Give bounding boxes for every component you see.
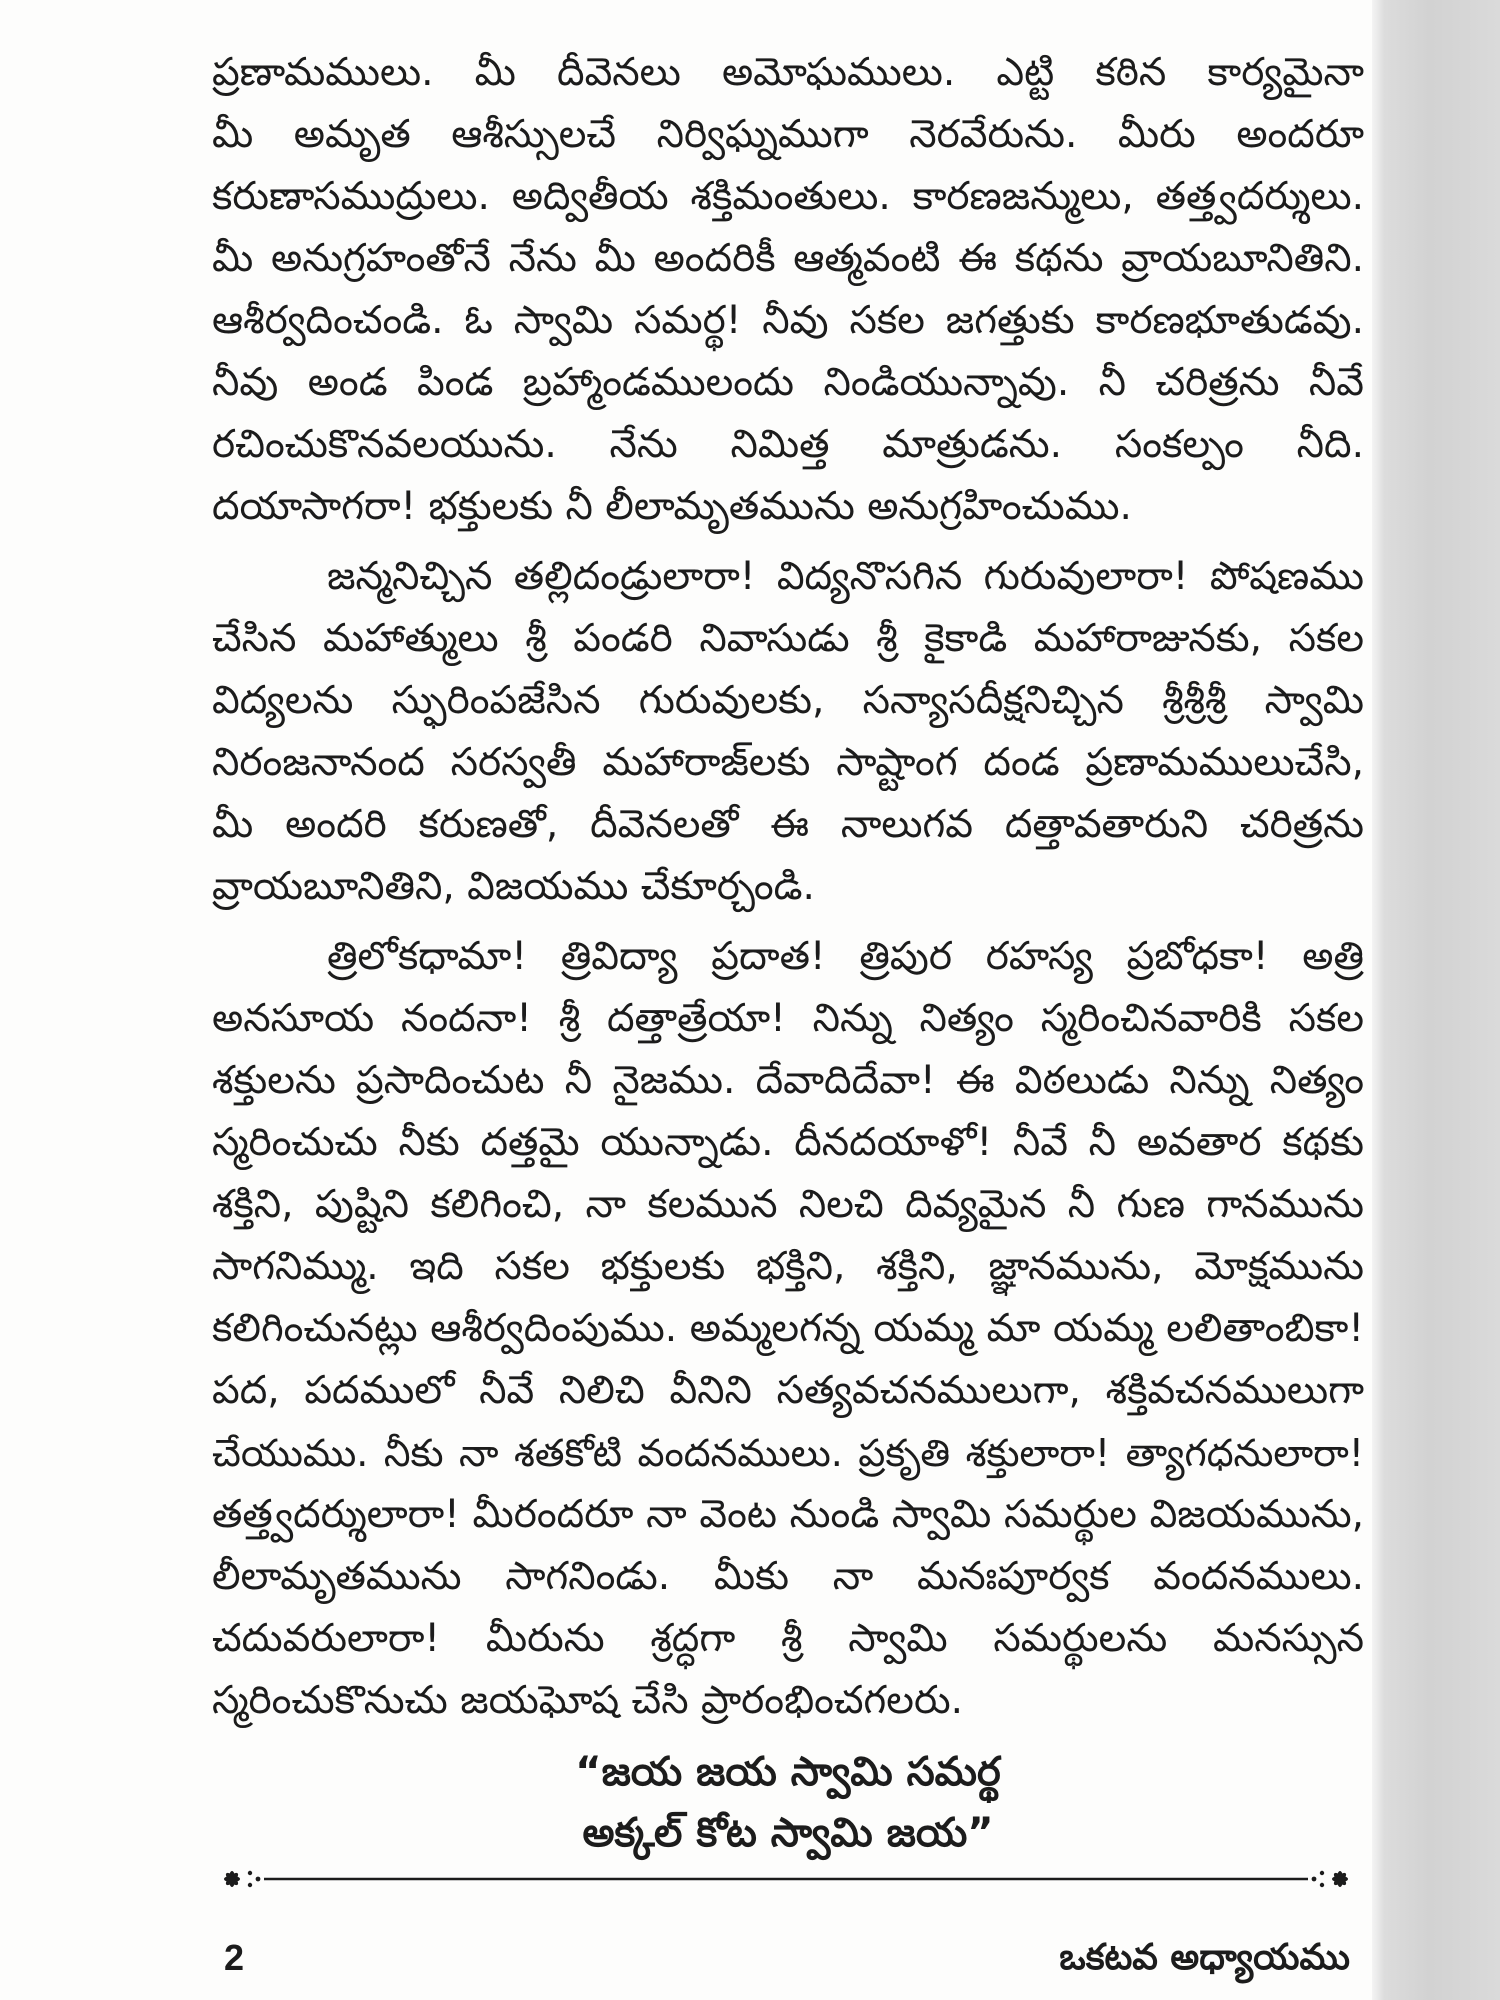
text-line: త్రిలోకధామా! త్రివిద్యా ప్రదాత! త్రిపుర రహస్య ప్రబోధకా! అత్రి: [327, 934, 1364, 979]
ornament-dot: [256, 1877, 261, 1882]
ornament-dot: [1312, 1877, 1317, 1882]
text-line: ఆశీర్వదించండి. ఓ స్వామి సమర్థ! నీవు సకల జగత్తుకు కారణభూతుడవు.: [212, 298, 1364, 343]
text-line: స్మరించుచు నీకు దత్తమై యున్నాడు. దీనదయాళో! నీవే నీ అవతార కథకు: [212, 1120, 1364, 1165]
text-line: సాగనిమ్ము. ఇది సకల భక్తులకు భక్తిని, శక్తిని, జ్ఞానమును, మోక్షమును: [212, 1244, 1364, 1289]
text-line: జన్మనిచ్చిన తల్లిదండ్రులారా! విద్యనొసగిన గురువులారా! పోషణము: [327, 554, 1364, 599]
text-line: చదువరులారా! మీరును శ్రద్ధగా శ్రీ స్వామి సమర్థులను మనస్సున: [212, 1616, 1364, 1661]
paragraph-2: [212, 546, 1364, 918]
closing-quote: [212, 1742, 1364, 1864]
text-line: చేయుము. నీకు నా శతకోటి వందనములు. ప్రకృతి శక్తులారా! త్యాగధనులారా!: [212, 1431, 1364, 1475]
text-line: అనసూయ నందనా! శ్రీ దత్తాత్రేయా! నిన్ను నిత్యం స్మరించినవారికి సకల: [212, 996, 1364, 1041]
text-line: రచించుకొనవలయును. నేను నిమిత్త మాత్రుడను. సంకల్పం నీది.: [212, 422, 1364, 467]
text-line: దయాసాగరా! భక్తులకు నీ లీలామృతమును అనుగ్రహించుము.: [212, 484, 1132, 529]
chapter-title: ఒకటవ అధ్యాయము: [1059, 1937, 1350, 1978]
text-line: పద, పదములో నీవే నిలిచి వీనిని సత్యవచనములుగా, శక్తివచనములుగా: [212, 1368, 1364, 1413]
quote-line: అక్కల్ కోట స్వామి జయ”: [582, 1810, 994, 1856]
body-text: [212, 42, 1364, 1732]
ornamental-divider: [212, 1864, 1360, 1894]
text-line: మీ అమృత ఆశీస్సులచే నిర్విఘ్నముగా నెరవేరును. మీరు అందరూ: [212, 112, 1364, 157]
quote-line: “జయ జయ స్వామి సమర్థ: [575, 1749, 1001, 1795]
text-line: ప్రణామములు. మీ దీవెనలు అమోఘములు. ఎట్టి కఠిన కార్యమైనా: [212, 50, 1364, 95]
text-line: లీలామృతమును సాగనిండు. మీకు నా మనఃపూర్వక వందనములు.: [212, 1554, 1364, 1599]
page-number: 2: [224, 1937, 245, 1978]
ornament-dot: [248, 1883, 252, 1887]
text-line: శక్తులను ప్రసాదించుట నీ నైజము. దేవాదిదేవా! ఈ విఠలుడు నిన్ను నిత్యం: [212, 1058, 1364, 1103]
page-footer: [212, 1930, 1360, 1986]
page-edge-shadow: [1372, 0, 1500, 2000]
ornament-dot: [1320, 1883, 1324, 1887]
text-line: మీ అందరి కరుణతో, దీవెనలతో ఈ నాలుగవ దత్తావతారుని చరిత్రను: [212, 802, 1364, 847]
text-line: కలిగించునట్లు ఆశీర్వదింపుము. అమ్మలగన్న యమ్మ మా యమ్మ లలితాంబికా!: [212, 1306, 1364, 1351]
text-line: స్మరించుకొనుచు జయఘోష చేసి ప్రారంభించగలరు.: [212, 1678, 963, 1723]
paragraph-3: [212, 926, 1364, 1732]
text-line: కరుణాసముద్రులు. అద్వితీయ శక్తిమంతులు. కారణజన్ములు, తత్త్వదర్శులు.: [212, 174, 1364, 219]
ornament-dot: [248, 1871, 252, 1875]
text-line: శక్తిని, పుష్టిని కలిగించి, నా కలమున నిలచి దివ్యమైన నీ గుణ గానమును: [212, 1182, 1364, 1227]
text-line: మీ అనుగ్రహంతోనే నేను మీ అందరికీ ఆత్మవంటి ఈ కథను వ్రాయబూనితిని.: [212, 236, 1364, 281]
text-line: విద్యలను స్ఫురింపజేసిన గురువులకు, సన్యాసదీక్షనిచ్చిన శ్రీశ్రీశ్రీ స్వామి: [212, 678, 1364, 723]
text-line: వ్రాయబూనితిని, విజయము చేకూర్చండి.: [212, 864, 815, 909]
ornament-right-icon: [1312, 1871, 1348, 1887]
text-line: చేసిన మహాత్ములు శ్రీ పండరి నివాసుడు శ్రీ కైకాడి మహారాజునకు, సకల: [212, 616, 1364, 661]
text-line: తత్త్వదర్శులారా! మీరందరూ నా వెంట నుండి స్వామి సమర్థుల విజయమును,: [212, 1492, 1364, 1537]
paragraph-1: [212, 42, 1364, 538]
text-line: నీవు అండ పిండ బ్రహ్మాండములందు నిండియున్నావు. నీ చరిత్రను నీవే: [212, 360, 1364, 405]
text-line: నిరంజనానంద సరస్వతీ మహారాజ్‌లకు సాష్టాంగ దండ ప్రణామములుచేసి,: [212, 740, 1364, 785]
ornament-left-icon: [224, 1871, 260, 1887]
ornament-dot: [1320, 1871, 1324, 1875]
